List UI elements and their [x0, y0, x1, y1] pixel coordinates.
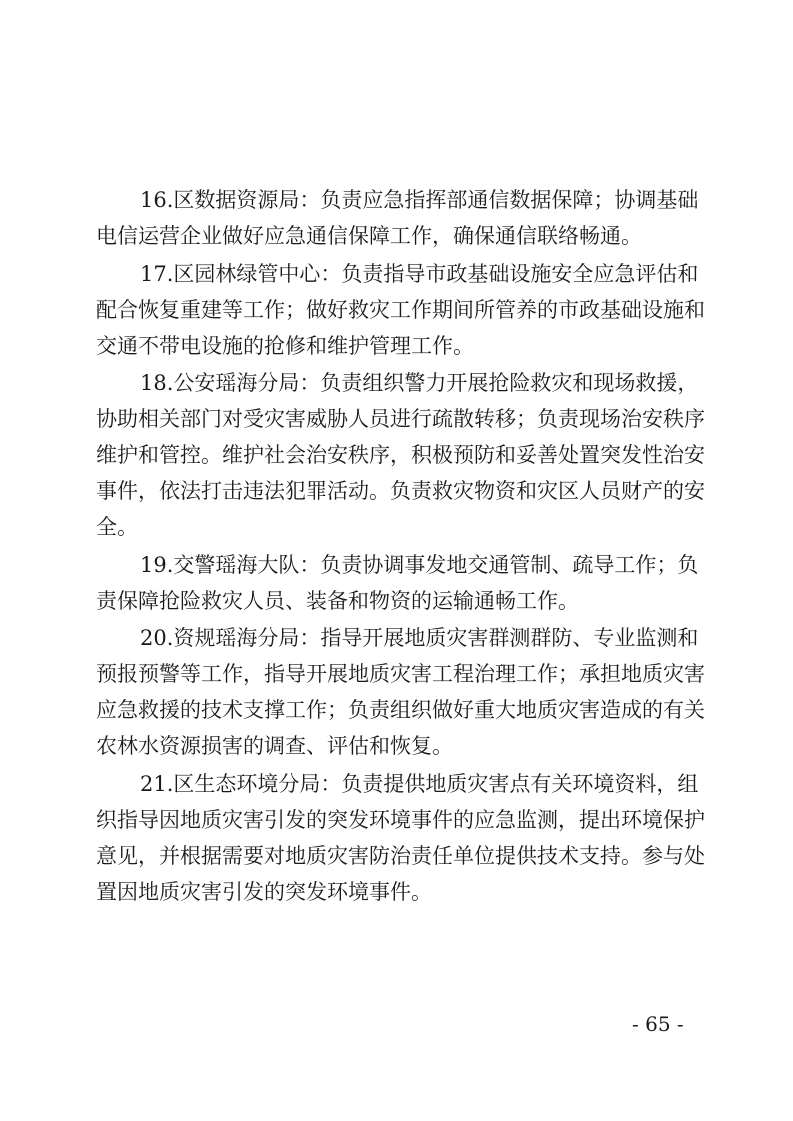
paragraph-19-line-2: 责保障抢险救灾人员、装备和物资的运输通畅工作。	[96, 589, 579, 613]
page-number: - 65 -	[632, 1012, 684, 1036]
paragraph-18-line-1: 18.公安瑶海分局：负责组织警力开展抢险救灾和现场救援，	[140, 371, 699, 395]
paragraph-21-line-4: 置因地质灾害引发的突发环境事件。	[96, 880, 432, 904]
paragraph-19-line-1: 19.交警瑶海大队：负责协调事发地交通管制、疏导工作；负	[140, 553, 699, 577]
paragraph-21-line-2: 织指导因地质灾害引发的突发环境事件的应急监测，提出环境保护	[96, 808, 705, 832]
paragraph-20-line-2: 预报预警等工作，指导开展地质灾害工程治理工作；承担地质灾害	[96, 662, 705, 686]
paragraph-16-line-2: 电信运营企业做好应急通信保障工作，确保通信联络畅通。	[96, 224, 642, 248]
paragraph-16-line-1: 16.区数据资源局：负责应急指挥部通信数据保障；协调基础	[140, 188, 699, 212]
paragraph-17-line-3: 交通不带电设施的抢修和维护管理工作。	[96, 334, 474, 358]
paragraph-18-line-4: 事件，依法打击违法犯罪活动。负责救灾物资和灾区人员财产的安	[96, 479, 705, 503]
paragraph-20-line-1: 20.资规瑶海分局：指导开展地质灾害群测群防、专业监测和	[140, 626, 699, 650]
paragraph-18-line-2: 协助相关部门对受灾害威胁人员进行疏散转移；负责现场治安秩序	[96, 407, 705, 431]
paragraph-17-line-1: 17.区园林绿管中心：负责指导市政基础设施安全应急评估和	[140, 262, 699, 286]
paragraph-21-line-3: 意见，并根据需要对地质灾害防治责任单位提供技术支持。参与处	[96, 844, 705, 868]
paragraph-21-line-1: 21.区生态环境分局：负责提供地质灾害点有关环境资料，组	[140, 772, 699, 796]
paragraph-18-line-3: 维护和管控。维护社会治安秩序，积极预防和妥善处置突发性治安	[96, 443, 705, 467]
paragraph-17-line-2: 配合恢复重建等工作；做好救灾工作期间所管养的市政基础设施和	[96, 298, 705, 322]
paragraph-18-line-5: 全。	[96, 515, 138, 539]
paragraph-20-line-4: 农林水资源损害的调查、评估和恢复。	[96, 734, 453, 758]
paragraph-20-line-3: 应急救援的技术支撑工作；负责组织做好重大地质灾害造成的有关	[96, 698, 705, 722]
